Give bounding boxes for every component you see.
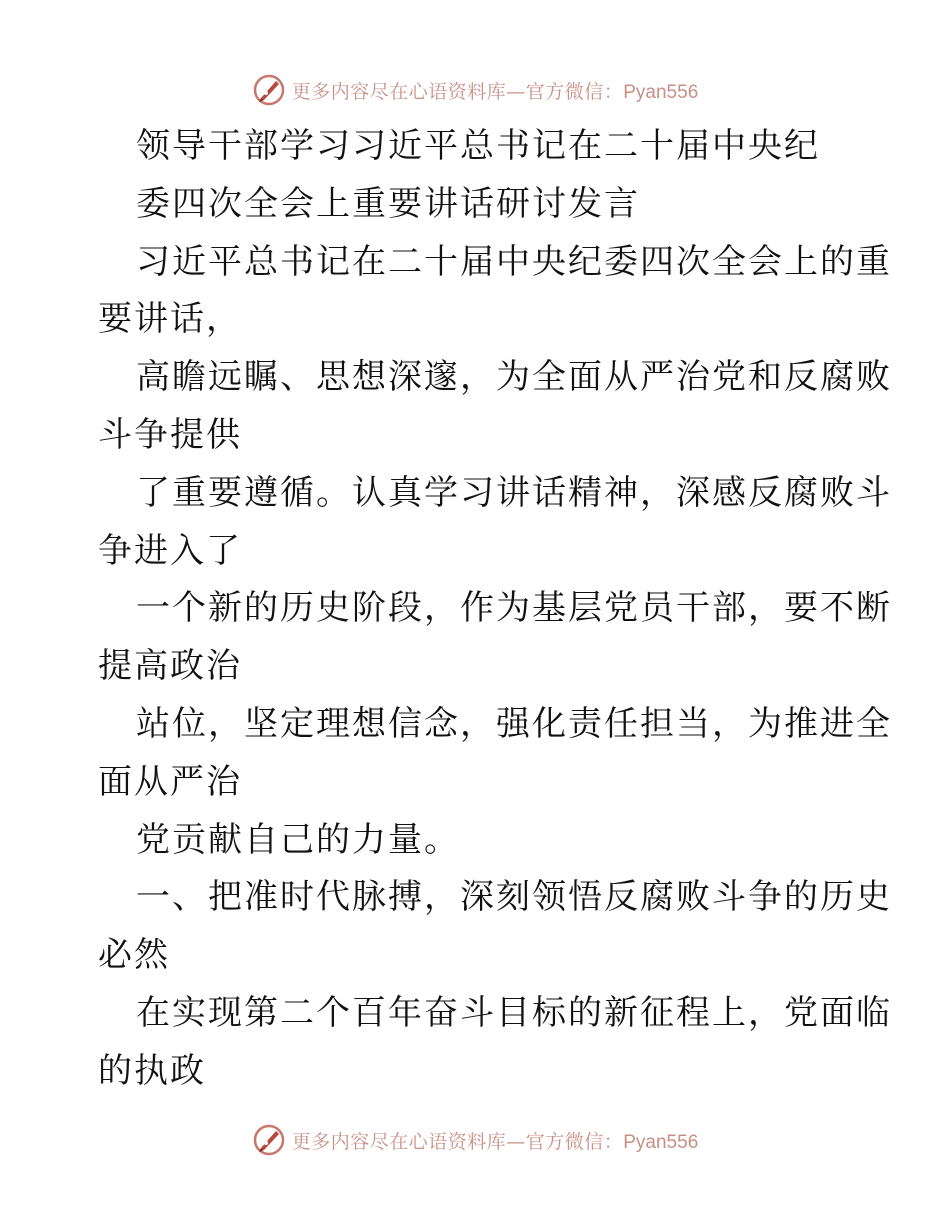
paragraph-line: 提高政治	[98, 646, 242, 687]
paragraph-line: 的执政	[98, 1050, 206, 1091]
paragraph-line: 党贡献自己的力量。	[136, 819, 460, 860]
paragraph-line: 面从严治	[98, 761, 242, 802]
paragraph-line: 斗争提供	[98, 414, 242, 455]
paragraph-line: 站位，坚定理想信念，强化责任担当，为推进全	[136, 703, 892, 744]
paragraph-line: 了重要遵循。认真学习讲话精神，深感反腐败斗	[136, 472, 892, 513]
pen-seal-logo-icon	[252, 1123, 286, 1157]
pen-seal-logo-icon	[252, 73, 286, 107]
paragraph-line: 习近平总书记在二十届中央纪委四次全会上的重	[136, 241, 892, 282]
footer-watermark	[0, 1120, 950, 1160]
paragraph-line: 在实现第二个百年奋斗目标的新征程上，党面临	[136, 992, 892, 1033]
header-watermark	[0, 70, 950, 110]
paragraph-line: 一个新的历史阶段，作为基层党员干部，要不断	[136, 588, 892, 629]
paragraph-line: 要讲话，	[98, 299, 242, 340]
section-heading: 一、把准时代脉搏，深刻领悟反腐败斗争的历史	[136, 877, 892, 918]
paragraph-line: 争进入了	[98, 530, 242, 571]
document-body	[98, 118, 892, 1101]
watermark-text: 更多内容尽在心语资料库—官方微信：Pyan556	[291, 80, 699, 103]
title-line-1: 领导干部学习习近平总书记在二十届中央纪	[136, 126, 820, 166]
title-line-2: 委四次全会上重要讲话研讨发言	[136, 183, 640, 224]
paragraph-line: 高瞻远瞩、思想深邃，为全面从严治党和反腐败	[136, 357, 892, 398]
section-heading-continued: 必然	[98, 935, 170, 976]
watermark-text: 更多内容尽在心语资料库—官方微信：Pyan556	[291, 1130, 699, 1153]
